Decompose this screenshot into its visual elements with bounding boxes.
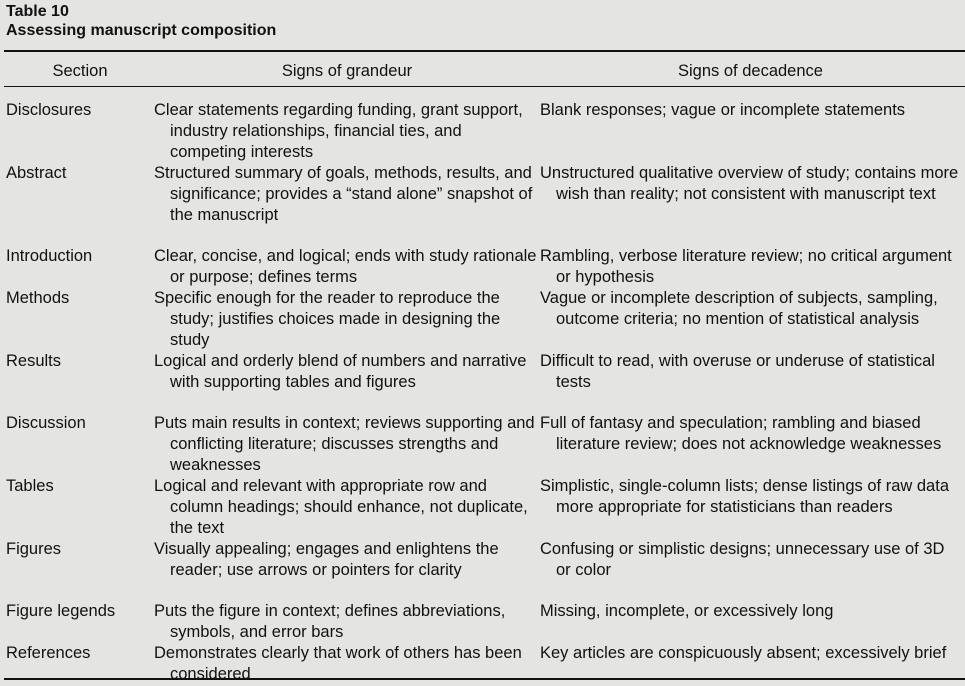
row-decadence-cell — [540, 86, 961, 163]
row-section-text: References — [6, 644, 91, 662]
composition-table — [6, 52, 961, 686]
table-row — [6, 351, 961, 413]
row-decadence-cell — [540, 351, 961, 413]
row-section-cell — [6, 86, 154, 163]
table-row — [6, 246, 961, 288]
row-grandeur-text: Visually appealing; engages and enlightens the reader; use arrows or pointers for clarity — [154, 540, 499, 579]
row-grandeur-cell — [154, 351, 540, 413]
row-decadence-text: Rambling, verbose literature review; no critical argument or hypothesis — [540, 247, 952, 286]
row-decadence-cell — [540, 413, 961, 476]
row-grandeur-cell — [154, 163, 540, 246]
row-decadence-text: Unstructured qualitative overview of study; contains more wish than reality; not consistent with manuscript text — [540, 164, 959, 203]
row-grandeur-cell — [154, 86, 540, 163]
row-grandeur-cell — [154, 539, 540, 601]
row-grandeur-text: Clear, concise, and logical; ends with study rationale or purpose; defines terms — [154, 247, 537, 286]
table-row — [6, 413, 961, 476]
row-section-text: Results — [6, 352, 62, 370]
row-grandeur-text: Puts the figure in context; defines abbreviations, symbols, and error bars — [154, 602, 506, 641]
row-decadence-text: Missing, incomplete, or excessively long — [540, 602, 834, 620]
row-section-cell — [6, 476, 154, 539]
row-decadence-text: Blank responses; vague or incomplete statements — [540, 101, 906, 119]
row-section-text: Discussion — [6, 414, 86, 432]
row-decadence-cell — [540, 643, 961, 686]
row-grandeur-text: Specific enough for the reader to reproduce the study; justifies choices made in designing the study — [154, 289, 501, 349]
row-grandeur-cell — [154, 601, 540, 643]
row-decadence-cell — [540, 163, 961, 246]
row-grandeur-cell — [154, 413, 540, 476]
row-section-text: Figures — [6, 540, 62, 558]
row-decadence-cell — [540, 539, 961, 601]
table-title: Assessing manuscript composition — [6, 22, 277, 39]
row-decadence-cell — [540, 288, 961, 351]
table-row — [6, 601, 961, 643]
table-label: Table 10 — [6, 3, 69, 20]
row-decadence-text: Full of fantasy and speculation; rambling and biased literature review; does not acknowledge weaknesses — [540, 414, 942, 453]
header-section: Section — [52, 61, 108, 80]
row-grandeur-text: Logical and relevant with appropriate row and column headings; should enhance, not duplicate, the text — [154, 477, 528, 537]
row-grandeur-text: Logical and orderly blend of numbers and narrative with supporting tables and figures — [154, 352, 527, 391]
header-row — [6, 52, 961, 86]
row-decadence-text: Confusing or simplistic designs; unnecessary use of 3D or color — [540, 540, 945, 579]
table-row — [6, 163, 961, 246]
row-grandeur-cell — [154, 643, 540, 686]
row-section-cell — [6, 539, 154, 601]
row-grandeur-cell — [154, 246, 540, 288]
table-row — [6, 643, 961, 686]
row-section-text: Disclosures — [6, 101, 92, 119]
row-section-text: Abstract — [6, 164, 67, 182]
table-row — [6, 539, 961, 601]
header-decadence: Signs of decadence — [678, 61, 823, 80]
header-grandeur: Signs of grandeur — [281, 61, 413, 80]
row-section-text: Methods — [6, 289, 70, 307]
row-decadence-text: Difficult to read, with overuse or underuse of statistical tests — [540, 352, 935, 391]
row-decadence-cell — [540, 246, 961, 288]
row-grandeur-cell — [154, 476, 540, 539]
row-section-text: Tables — [6, 477, 54, 495]
row-decadence-text: Simplistic, single-column lists; dense listings of raw data more appropriate for statisticians than readers — [540, 477, 949, 516]
row-grandeur-text: Structured summary of goals, methods, results, and significance; provides a “stand alone” snapshot of the manuscript — [154, 164, 533, 224]
row-grandeur-text: Puts main results in context; reviews supporting and conflicting literature; discusses strengths and weaknesses — [154, 414, 535, 474]
row-grandeur-text: Demonstrates clearly that work of others has been considered — [154, 644, 522, 683]
row-section-cell — [6, 163, 154, 246]
row-decadence-cell — [540, 601, 961, 643]
row-section-text: Figure legends — [6, 602, 116, 620]
row-decadence-text: Vague or incomplete description of subjects, sampling, outcome criteria; no mention of statistical analysis — [540, 289, 938, 328]
row-section-cell — [6, 601, 154, 643]
row-decadence-text: Key articles are conspicuously absent; excessively brief — [540, 644, 947, 662]
table-row — [6, 288, 961, 351]
row-section-cell — [6, 351, 154, 413]
table-row — [6, 476, 961, 539]
row-section-cell — [6, 288, 154, 351]
table-row — [6, 86, 961, 163]
row-section-text: Introduction — [6, 247, 93, 265]
table-body — [6, 86, 961, 686]
row-grandeur-cell — [154, 288, 540, 351]
row-section-cell — [6, 413, 154, 476]
row-section-cell — [6, 246, 154, 288]
row-section-cell — [6, 643, 154, 686]
row-grandeur-text: Clear statements regarding funding, grant support, industry relationships, financial ties, and competing interests — [154, 101, 523, 161]
row-decadence-cell — [540, 476, 961, 539]
